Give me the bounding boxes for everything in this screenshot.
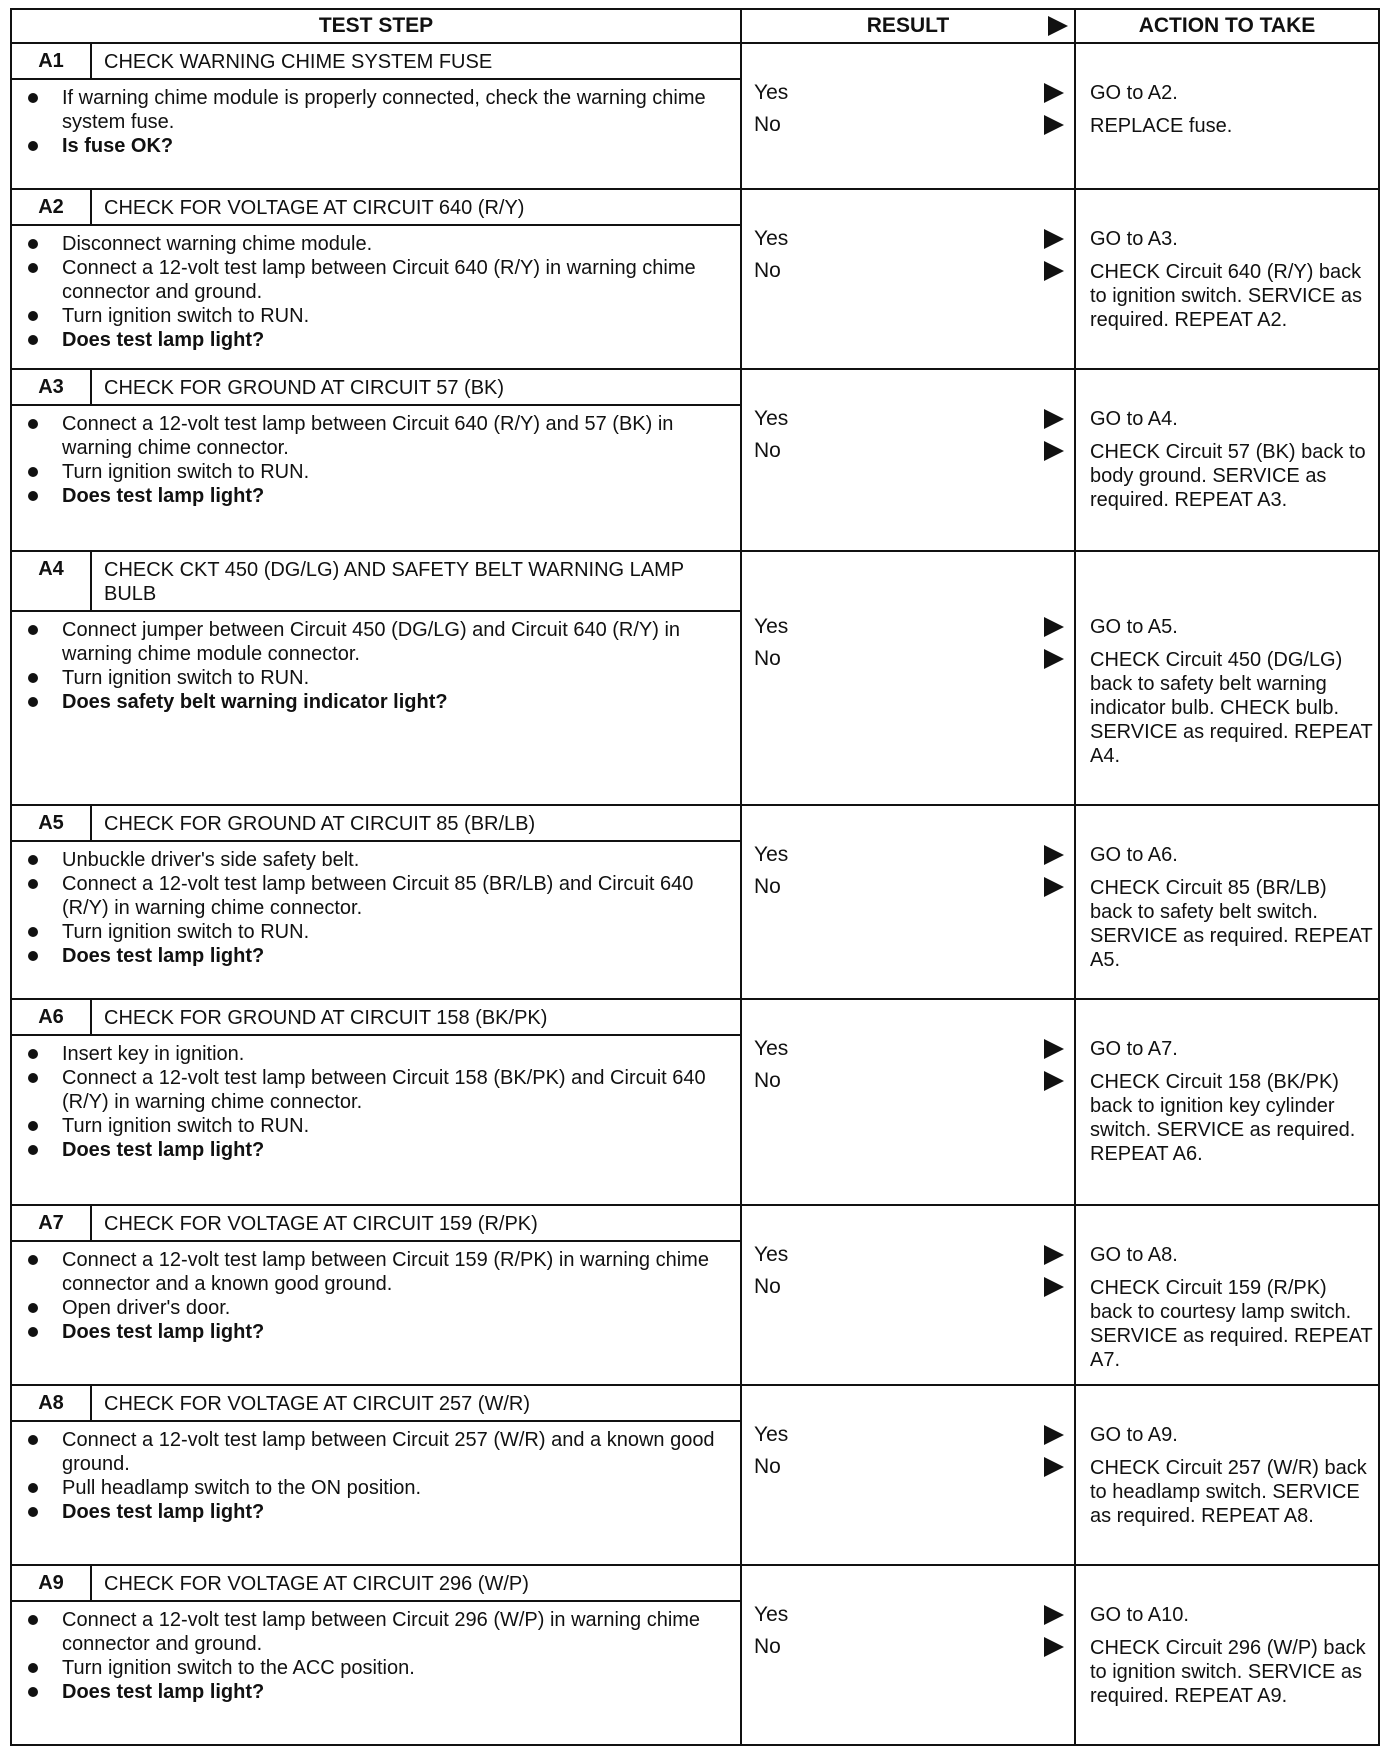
result-no-label: No [754,1635,781,1658]
no-arrow-icon [1044,649,1064,669]
step-inner [12,1386,740,1422]
result-yes [754,1036,1066,1062]
action-yes: GO to A3. [1090,228,1178,250]
result-no-label: No [754,259,781,282]
test-step-cell [11,999,741,1205]
step-bullet: Connect jumper between Circuit 450 (DG/LG) and Circuit 640 (R/Y) in warning chime module connector. [62,618,732,666]
yes-arrow-icon [1044,229,1064,249]
step-bullet: Connect a 12-volt test lamp between Circuit 257 (W/R) and a known good ground. [62,1428,732,1476]
action-cell [1075,189,1379,369]
action-no: REPLACE fuse. [1090,115,1233,137]
step-title: CHECK CKT 450 (DG/LG) AND SAFETY BELT WARNING LAMP BULB [91,552,740,611]
step-bullet: Turn ignition switch to RUN. [62,304,732,328]
table-row [11,189,1379,369]
result-yes-label: Yes [754,1603,789,1626]
step-bullets [12,1036,740,1172]
step-bullet: Turn ignition switch to RUN. [62,460,732,484]
test-step-cell [11,1205,741,1385]
step-question: Does test lamp light? [62,1680,732,1704]
step-id: A6 [12,1000,91,1035]
step-question: Does safety belt warning indicator light? [62,690,732,714]
result-yes [754,80,1066,106]
result-cell [741,1385,1075,1565]
result-yes-label: Yes [754,1243,789,1266]
table-row [11,1565,1379,1745]
step-bullets [12,1422,740,1534]
result-no [754,1068,1066,1094]
result-no [754,646,1066,672]
action-yes: GO to A5. [1090,616,1178,638]
no-arrow-icon [1044,1277,1064,1297]
action-no: CHECK Circuit 296 (W/P) back to ignition switch. SERVICE as required. REPEAT A9. [1090,1637,1366,1707]
no-arrow-icon [1044,1637,1064,1657]
result-no-label: No [754,113,781,136]
no-arrow-icon [1044,441,1064,461]
result-no-label: No [754,875,781,898]
table-row [11,999,1379,1205]
action-cell [1075,369,1379,551]
step-title: CHECK FOR VOLTAGE AT CIRCUIT 296 (W/P) [91,1566,740,1601]
step-bullet: Open driver's door. [62,1296,732,1320]
action-yes: GO to A8. [1090,1244,1178,1266]
step-question: Does test lamp light? [62,1500,732,1524]
step-inner [12,806,740,842]
step-id: A9 [12,1566,91,1601]
step-id: A5 [12,806,91,841]
action-yes: GO to A7. [1090,1038,1178,1060]
no-arrow-icon [1044,1457,1064,1477]
result-yes-label: Yes [754,843,789,866]
action-yes: GO to A10. [1090,1604,1189,1626]
result-no-label: No [754,647,781,670]
step-id: A3 [12,370,91,405]
step-inner [12,44,740,80]
yes-arrow-icon [1044,1039,1064,1059]
yes-arrow-icon [1044,409,1064,429]
test-step-cell [11,1565,741,1745]
table-row [11,1385,1379,1565]
result-no [754,112,1066,138]
table-row [11,551,1379,805]
result-yes-label: Yes [754,407,789,430]
action-yes: GO to A6. [1090,844,1178,866]
step-inner [12,1206,740,1242]
step-bullets [12,1242,740,1354]
result-no-label: No [754,1455,781,1478]
result-no [754,258,1066,284]
step-bullet: Unbuckle driver's side safety belt. [62,848,732,872]
no-arrow-icon [1044,1071,1064,1091]
step-id: A2 [12,190,91,225]
test-step-cell [11,43,741,189]
action-yes: GO to A2. [1090,82,1178,104]
test-step-cell [11,369,741,551]
result-cell [741,1205,1075,1385]
header-result [741,9,1075,43]
action-cell [1075,805,1379,999]
header-test-step: TEST STEP [11,9,741,43]
test-step-cell [11,805,741,999]
result-cell [741,189,1075,369]
step-question: Is fuse OK? [62,134,732,158]
step-bullets [12,226,740,362]
step-title: CHECK FOR VOLTAGE AT CIRCUIT 640 (R/Y) [91,190,740,225]
step-bullet: Connect a 12-volt test lamp between Circuit 640 (R/Y) and 57 (BK) in warning chime connector. [62,412,732,460]
result-yes-label: Yes [754,1037,789,1060]
step-bullets [12,842,740,978]
yes-arrow-icon [1044,1605,1064,1625]
step-id: A4 [12,552,91,611]
step-bullets [12,612,740,724]
result-yes-label: Yes [754,81,789,104]
action-no: CHECK Circuit 57 (BK) back to body ground. SERVICE as required. REPEAT A3. [1090,441,1366,511]
yes-arrow-icon [1044,1425,1064,1445]
header-arrow-icon [1048,16,1068,36]
step-bullet: Connect a 12-volt test lamp between Circuit 296 (W/P) in warning chime connector and ground. [62,1608,732,1656]
yes-arrow-icon [1044,83,1064,103]
result-cell [741,551,1075,805]
action-cell [1075,551,1379,805]
result-no [754,1274,1066,1300]
result-yes [754,226,1066,252]
action-no: CHECK Circuit 450 (DG/LG) back to safety belt warning indicator bulb. CHECK bulb. SERVICE as required. REPEAT A4. [1090,649,1373,767]
diagnostic-table [10,8,1380,1746]
step-bullet: Turn ignition switch to RUN. [62,1114,732,1138]
action-no: CHECK Circuit 159 (R/PK) back to courtesy lamp switch. SERVICE as required. REPEAT A7. [1090,1277,1373,1371]
test-step-cell [11,551,741,805]
result-cell [741,805,1075,999]
result-yes [754,614,1066,640]
step-id: A8 [12,1386,91,1421]
step-id: A1 [12,44,91,79]
action-yes: GO to A4. [1090,408,1178,430]
action-yes: GO to A9. [1090,1424,1178,1446]
result-yes [754,1242,1066,1268]
step-bullet: Turn ignition switch to the ACC position. [62,1656,732,1680]
step-bullet: Connect a 12-volt test lamp between Circuit 85 (BR/LB) and Circuit 640 (R/Y) in warning chime connector. [62,872,732,920]
step-inner [12,190,740,226]
result-yes-label: Yes [754,227,789,250]
step-bullet: If warning chime module is properly connected, check the warning chime system fuse. [62,86,732,134]
step-question: Does test lamp light? [62,944,732,968]
step-question: Does test lamp light? [62,1320,732,1344]
result-yes-label: Yes [754,1423,789,1446]
result-no-label: No [754,439,781,462]
yes-arrow-icon [1044,1245,1064,1265]
result-yes [754,842,1066,868]
step-bullets [12,80,740,168]
table-body [11,43,1379,1745]
step-inner [12,552,740,612]
table-row [11,43,1379,189]
result-yes [754,406,1066,432]
test-step-cell [11,1385,741,1565]
action-no: CHECK Circuit 85 (BR/LB) back to safety belt switch. SERVICE as required. REPEAT A5. [1090,877,1373,971]
action-cell [1075,1205,1379,1385]
yes-arrow-icon [1044,617,1064,637]
no-arrow-icon [1044,261,1064,281]
step-title: CHECK WARNING CHIME SYSTEM FUSE [91,44,740,79]
table-row [11,805,1379,999]
action-no: CHECK Circuit 257 (W/R) back to headlamp switch. SERVICE as required. REPEAT A8. [1090,1457,1367,1527]
result-no-label: No [754,1275,781,1298]
step-bullet: Insert key in ignition. [62,1042,732,1066]
step-id: A7 [12,1206,91,1241]
step-bullet: Turn ignition switch to RUN. [62,920,732,944]
step-question: Does test lamp light? [62,1138,732,1162]
table-row [11,369,1379,551]
step-title: CHECK FOR VOLTAGE AT CIRCUIT 159 (R/PK) [91,1206,740,1241]
result-no [754,438,1066,464]
step-bullet: Pull headlamp switch to the ON position. [62,1476,732,1500]
action-cell [1075,43,1379,189]
result-no [754,1634,1066,1660]
step-inner [12,1566,740,1602]
result-yes [754,1422,1066,1448]
test-step-cell [11,189,741,369]
result-yes-label: Yes [754,615,789,638]
step-question: Does test lamp light? [62,484,732,508]
header-result-label: RESULT [866,14,950,37]
result-cell [741,999,1075,1205]
action-cell [1075,999,1379,1205]
action-cell [1075,1565,1379,1745]
step-title: CHECK FOR GROUND AT CIRCUIT 57 (BK) [91,370,740,405]
step-bullet: Connect a 12-volt test lamp between Circuit 640 (R/Y) in warning chime connector and ground. [62,256,732,304]
result-no [754,874,1066,900]
result-yes [754,1602,1066,1628]
diagnostic-table-sheet [10,8,1378,1746]
step-bullets [12,1602,740,1714]
result-cell [741,43,1075,189]
step-bullet: Disconnect warning chime module. [62,232,732,256]
no-arrow-icon [1044,877,1064,897]
step-question: Does test lamp light? [62,328,732,352]
result-cell [741,1565,1075,1745]
header-row [11,9,1379,43]
header-action: ACTION TO TAKE [1075,9,1379,43]
action-cell [1075,1385,1379,1565]
step-title: CHECK FOR VOLTAGE AT CIRCUIT 257 (W/R) [91,1386,740,1421]
step-inner [12,370,740,406]
yes-arrow-icon [1044,845,1064,865]
no-arrow-icon [1044,115,1064,135]
step-title: CHECK FOR GROUND AT CIRCUIT 158 (BK/PK) [91,1000,740,1035]
step-bullet: Connect a 12-volt test lamp between Circuit 158 (BK/PK) and Circuit 640 (R/Y) in warning chime connector. [62,1066,732,1114]
step-bullet: Turn ignition switch to RUN. [62,666,732,690]
step-inner [12,1000,740,1036]
step-bullets [12,406,740,518]
action-no: CHECK Circuit 158 (BK/PK) back to ignition key cylinder switch. SERVICE as required. REPEAT A6. [1090,1071,1356,1165]
result-cell [741,369,1075,551]
table-row [11,1205,1379,1385]
action-no: CHECK Circuit 640 (R/Y) back to ignition switch. SERVICE as required. REPEAT A2. [1090,261,1362,331]
result-no-label: No [754,1069,781,1092]
step-title: CHECK FOR GROUND AT CIRCUIT 85 (BR/LB) [91,806,740,841]
result-no [754,1454,1066,1480]
step-bullet: Connect a 12-volt test lamp between Circuit 159 (R/PK) in warning chime connector and a known good ground. [62,1248,732,1296]
